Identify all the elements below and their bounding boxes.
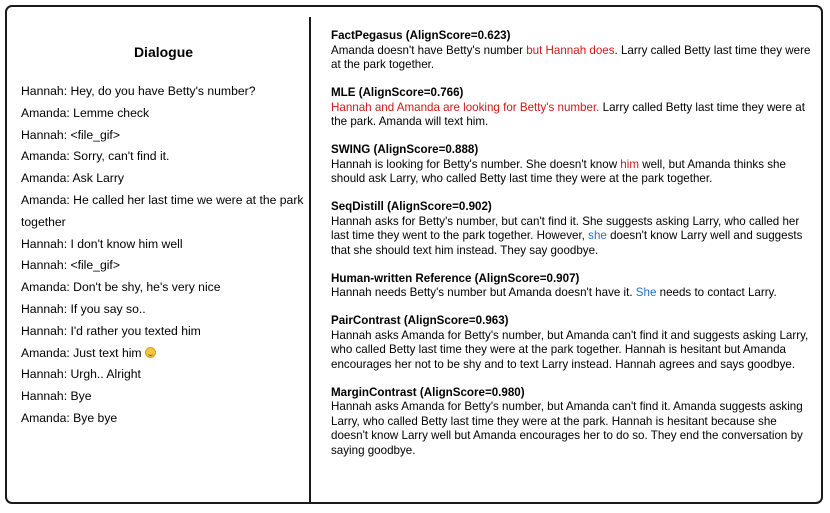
smiling-face-icon xyxy=(145,347,156,358)
dialogue-turn xyxy=(21,408,306,430)
turn-speaker: Hannah: xyxy=(21,84,71,98)
turn-text: He called her last time we were at the park together xyxy=(21,192,304,229)
summary-method: SeqDistill xyxy=(331,200,388,213)
summary-block xyxy=(331,86,811,130)
turn-speaker: Hannah: xyxy=(21,236,71,251)
summary-method: PairContrast xyxy=(331,314,404,327)
dialogue-turn xyxy=(21,81,306,103)
dialogue-title: Dialogue xyxy=(133,44,194,60)
summary-text xyxy=(331,158,811,187)
turn-speaker: Hannah: xyxy=(21,389,71,404)
turn-text: Bye bye xyxy=(73,410,118,425)
summary-method: SWING xyxy=(331,143,374,156)
dialogue-turn xyxy=(21,386,306,408)
dialogue-turn xyxy=(21,125,306,147)
summary-block xyxy=(331,314,811,372)
summary-segment: doesn't know Larry well and suggests that she should text him instead. They say goodbye. xyxy=(331,229,803,257)
summary-score: (AlignScore=0.766) xyxy=(358,86,464,99)
summary-block xyxy=(331,143,811,187)
summary-block xyxy=(331,386,811,459)
summary-segment: . Larry called Betty last time they were at the park together. xyxy=(331,43,811,71)
summary-text xyxy=(331,329,811,373)
dialogue-turn xyxy=(21,168,306,190)
summary-text xyxy=(331,286,811,301)
summary-method: FactPegasus xyxy=(331,29,406,42)
summary-text xyxy=(331,400,811,458)
summary-method: MLE xyxy=(331,86,359,99)
turn-speaker: Amanda: xyxy=(21,149,74,164)
summaries-panel xyxy=(331,29,811,472)
turn-text: I don't know him well xyxy=(70,236,183,251)
turn-text: Urgh.. Alright xyxy=(70,367,141,382)
summary-title xyxy=(331,29,811,44)
dialogue-turn xyxy=(21,343,306,365)
turn-speaker: Amanda: xyxy=(21,410,74,425)
dialogue-turn xyxy=(21,255,306,277)
turn-text: Sorry, can't find it. xyxy=(73,149,170,164)
turn-text: Hey, do you have Betty's number? xyxy=(70,84,256,98)
turn-speaker: Amanda: xyxy=(21,171,73,186)
turn-speaker: Hannah: xyxy=(21,323,71,338)
turn-text: Just text him xyxy=(73,345,142,360)
dialogue-turn xyxy=(21,146,306,168)
summary-text xyxy=(331,44,811,73)
turn-text: Ask Larry xyxy=(72,171,124,186)
summary-title xyxy=(331,200,811,215)
turn-text: If you say so.. xyxy=(70,301,146,316)
summary-block xyxy=(331,272,811,301)
dialogue-panel xyxy=(21,44,306,430)
summary-title xyxy=(331,86,811,101)
summary-text xyxy=(331,101,811,130)
summary-title xyxy=(331,386,811,401)
turn-speaker: Hannah: xyxy=(21,258,71,273)
summary-block xyxy=(331,29,811,73)
turn-text: Bye xyxy=(70,389,92,404)
dialogue-turn xyxy=(21,364,306,386)
error-highlight: Hannah and Amanda are looking for Betty's number. xyxy=(331,100,600,114)
summary-title xyxy=(331,272,811,287)
summary-block xyxy=(331,200,811,258)
summary-segment: Hannah asks for Betty's number, but can't find it. She suggests asking Larry, who called her last time they went to the park together. However, xyxy=(331,214,800,242)
summary-score: (AlignScore=0.963) xyxy=(403,314,509,327)
dialogue-turn xyxy=(21,299,306,321)
summary-title xyxy=(331,314,811,329)
summary-segment: needs to contact Larry. xyxy=(656,286,777,299)
summary-segment: Hannah asks Amanda for Betty's number, but Amanda can't find it. Amanda suggests asking Larry, who called Betty last time they were at the park. Hannah is hesitant because she doesn't know Larry well but Amanda encourages her to do so. They end the conversation by saying goodbye. xyxy=(331,400,803,457)
dialogue-turn xyxy=(21,190,306,234)
summary-score: (AlignScore=0.623) xyxy=(405,29,511,42)
turn-text: <file_gif> xyxy=(70,258,120,273)
summary-text xyxy=(331,215,811,259)
summary-method: MarginContrast xyxy=(331,385,420,399)
turn-text: <file_gif> xyxy=(70,127,120,142)
turn-speaker: Hannah: xyxy=(21,127,71,142)
summary-segment: Hannah is looking for Betty's number. She doesn't know xyxy=(331,157,621,171)
turn-speaker: Amanda: xyxy=(21,280,74,295)
summary-segment: Hannah asks Amanda for Betty's number, but Amanda can't find it and suggests asking Larry, who called Betty last time they were at the park together. Hannah is hesitant but Amanda encourages her not to be shy and to text Larry instead. Hannah agrees and says goodbye. xyxy=(331,328,809,371)
turn-speaker: Hannah: xyxy=(21,301,71,316)
summary-method: Human-written Reference xyxy=(331,271,475,285)
summary-score: (AlignScore=0.980) xyxy=(419,385,525,399)
ambiguous-highlight: she xyxy=(588,229,607,242)
ambiguous-highlight: She xyxy=(635,286,657,299)
summary-score: (AlignScore=0.888) xyxy=(373,143,479,156)
dialogue-turn xyxy=(21,234,306,256)
turn-speaker: Hannah: xyxy=(21,367,71,382)
turn-text: I'd rather you texted him xyxy=(70,323,201,338)
summary-segment: Hannah needs Betty's number but Amanda doesn't have it. xyxy=(331,286,636,299)
turn-text: Don't be shy, he's very nice xyxy=(73,280,221,295)
error-highlight: but Hannah does xyxy=(526,43,615,57)
dialogue-turns xyxy=(21,81,306,430)
summary-segment: Amanda doesn't have Betty's number xyxy=(331,43,527,57)
summary-score: (AlignScore=0.902) xyxy=(387,200,492,213)
summary-segment: well, but Amanda thinks she should ask Larry, who called Betty last time they were at the park together. xyxy=(331,157,786,185)
turn-text: Lemme check xyxy=(73,105,150,120)
dialogue-turn xyxy=(21,321,306,343)
summary-segment: Larry called Betty last time they were at the park. Amanda will text him. xyxy=(331,100,805,128)
turn-speaker: Amanda: xyxy=(21,345,74,360)
dialogue-turn xyxy=(21,103,306,125)
turn-speaker: Amanda: xyxy=(21,105,74,120)
turn-speaker: Amanda: xyxy=(21,192,74,207)
dialogue-turn xyxy=(21,277,306,299)
error-highlight: him xyxy=(620,157,639,171)
summary-title xyxy=(331,143,811,158)
column-divider xyxy=(309,17,311,502)
summary-score: (AlignScore=0.907) xyxy=(474,271,580,285)
